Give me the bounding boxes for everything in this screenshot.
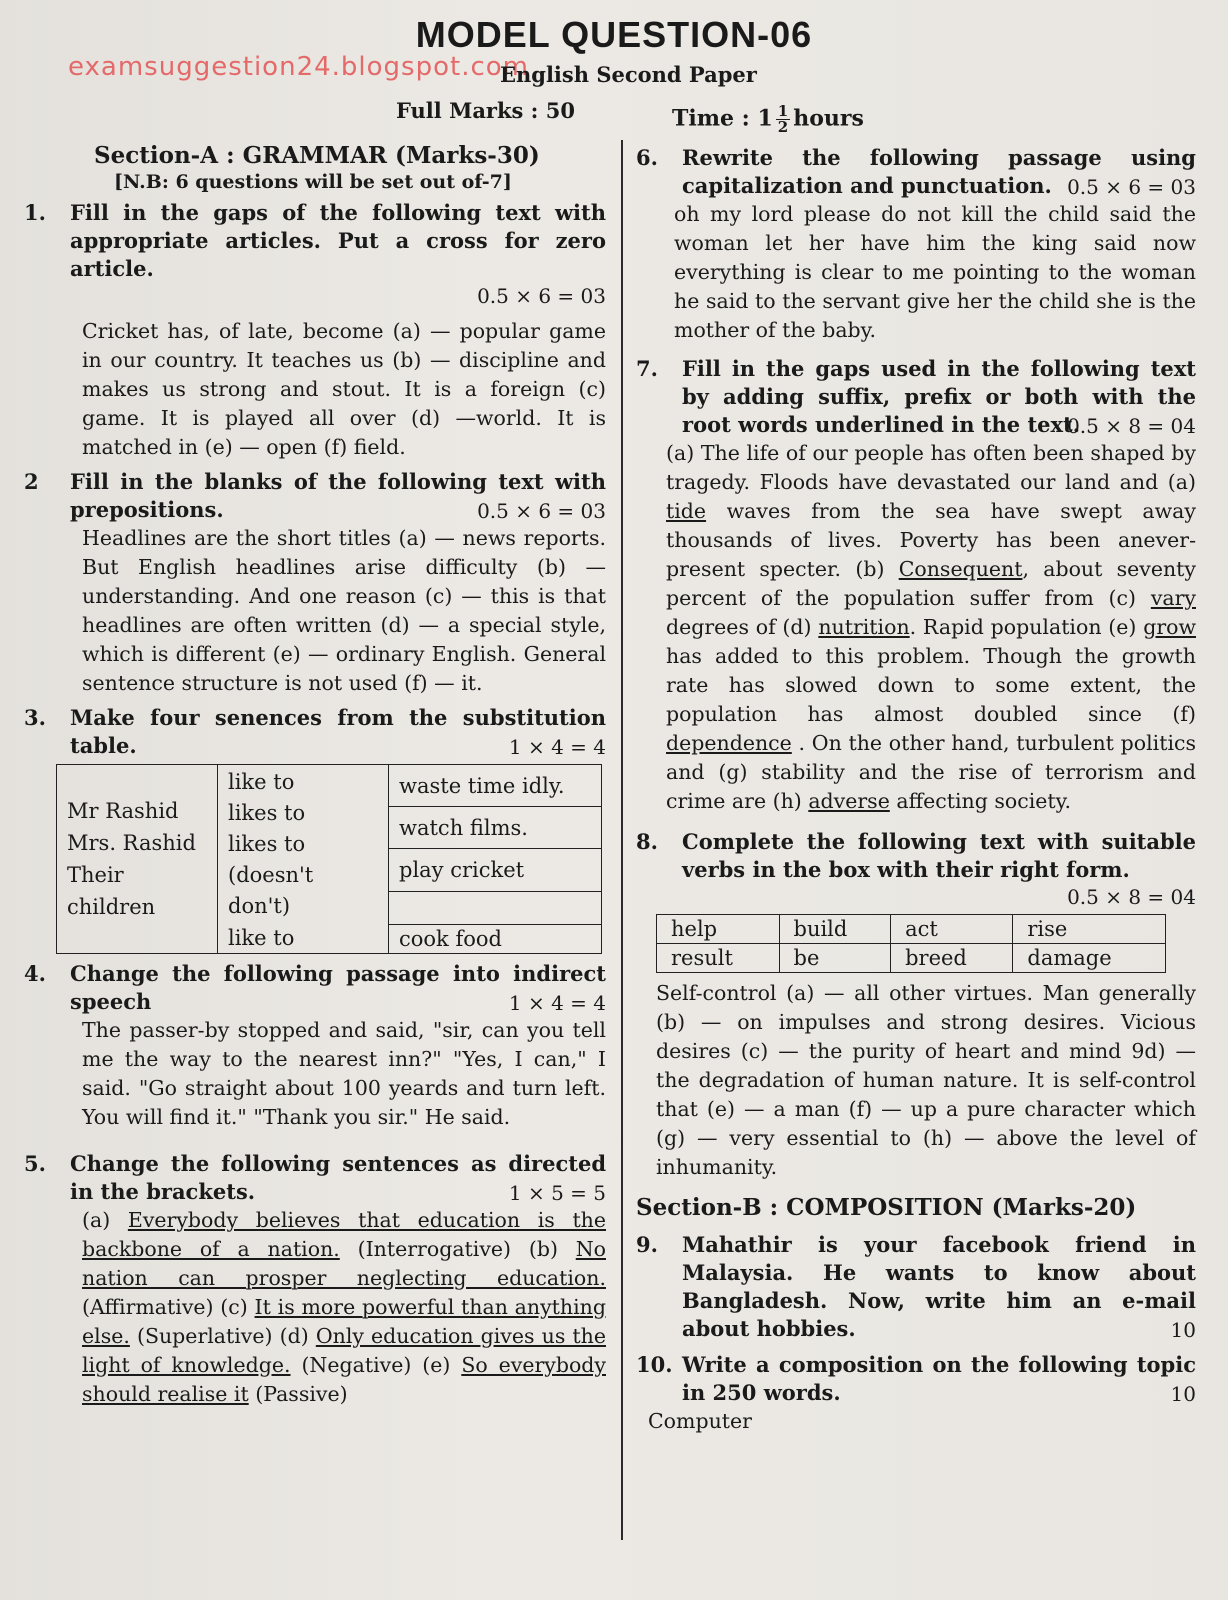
time-fraction [776,104,790,135]
watermark-url: examsuggestion24.blogspot.com [68,52,529,82]
direction-e: (Passive) [248,1381,348,1406]
verb-item: likes to [228,832,306,856]
question-marks: 1 × 5 = 5 [508,1180,606,1205]
question-marks: 0.5 × 8 = 04 [1067,885,1196,909]
question-number: 9. [636,1232,658,1257]
sentence-b: No nation can prosper neglecting education. [82,1236,607,1290]
question-6 [636,144,1196,345]
root-word: grow [1143,615,1197,639]
question-10 [636,1351,1196,1436]
verb-box-cell: be [779,944,891,973]
sentence-c: It is more powerful than anything else. [82,1294,606,1348]
question-prompt: Complete the following text with suitable verbs in the box with their right form. [682,829,1196,882]
root-word: dependence [666,731,792,755]
time-fraction-denominator: 2 [777,118,789,136]
question-marks: 0.5 × 6 = 03 [1067,175,1196,199]
question-prompt: Rewrite the following passage using capitalization and punctuation. [682,145,1196,198]
section-a-note: [N.B: 6 questions will be set out of-7] [114,171,512,193]
verb-cell [218,765,389,925]
subject-item: Mr Rashid [67,798,179,823]
verb-box-cell: breed [891,944,1013,973]
left-column [24,138,606,1415]
object-cell: watch films. [389,807,602,849]
object-cell: waste time idly. [389,765,602,807]
question-2 [24,468,606,698]
question-prompt: Make four senences from the substitution table. [70,705,606,758]
item-label: (a) [82,1207,128,1232]
question-number: 7. [636,356,658,381]
question-4 [24,960,606,1132]
root-word: Consequent [898,557,1023,581]
subject-cell [57,765,218,954]
verb-box-cell: act [891,915,1013,944]
paper-subtitle: English Second Paper [500,62,757,87]
root-word: adverse [808,789,890,813]
page-title: MODEL QUESTION-06 [415,14,813,55]
object-cell: cook food [389,924,602,953]
sentence-a: Everybody believes that education is the backbone of a nation. [82,1207,607,1261]
question-prompt: Fill in the gaps of the following text with appropriate articles. Put a cross for zero article. [70,200,606,281]
question-3 [24,704,606,954]
verb-box-cell: build [779,915,891,944]
time-label: Time : 1 [672,105,773,132]
sentence-d: Only education gives us the light of knowledge. [82,1323,606,1377]
root-word: tide [666,499,707,523]
composition-topic: Computer [648,1409,752,1433]
object-cell [389,891,602,924]
question-body: (a) The life of our people has often been shaped by tragedy. Floods have devastated our land and (a) tide waves from the sea have swept away thousands of lives. Poverty has been anever-present specter. (b) Consequent, about seventy percent of the population suffer from (c) vary degrees of (d) nutrition. Rapid population (e) grow has added to this problem. Though the growth rate has slowed down to some extent, the population has almost doubled since (f) dependence . On the other hand, turbulent politics and (g) stability and the rise of terrorism and crime are (h) adverse affecting society. [666,441,1197,813]
verb-box-cell: damage [1013,944,1166,973]
question-number: 5. [24,1150,46,1176]
question-prompt: Change the following sentences as directed in the brackets. [70,1150,606,1204]
item-label: (d) [279,1323,316,1348]
verb-item: (doesn't don't) [228,863,314,918]
question-prompt: Fill in the gaps used in the following text by adding suffix, prefix or both with the root words underlined in the text. [682,356,1196,437]
question-number: 3. [24,705,46,730]
root-word: vary [1150,586,1196,610]
object-cell: play cricket [389,849,602,891]
question-8 [636,828,1196,1182]
question-marks: 0.5 × 6 = 03 [477,284,606,308]
item-label: (c) [220,1294,255,1319]
question-number: 2 [24,469,39,494]
question-marks: 0.5 × 6 = 03 [477,499,606,523]
subject-item: Their [67,862,124,887]
direction-b: (Affirmative) [82,1294,221,1319]
question-body: Cricket has, of late, become (a) — popular game in our country. It teaches us (b) — discipline and makes us strong and stout. It is a foreign (c) game. It is played all over (d) —world. It is matched in (e) — open (f) field. [82,319,606,459]
section-a-heading: Section-A : GRAMMAR (Marks-30) [94,142,540,169]
exam-time [672,104,864,135]
column-divider [621,140,623,1540]
verb-item: like to [228,770,295,794]
question-number: 1. [24,200,46,225]
verb-box-cell: result [657,944,780,973]
direction-c: (Superlative) [129,1323,280,1348]
sentence-e: So everybody should realise it [82,1352,606,1406]
subject-item: children [67,894,156,919]
direction-a: (Interrogative) [339,1236,529,1261]
question-number: 6. [636,145,658,170]
right-column [636,138,1196,1442]
question-body: Self-control (a) — all other virtues. Man generally (b) — on impulses and strong desires. Vicious desires (c) — the purity of heart and mind 9d) — the degradation of human nature. It is self-control that (e) — a man (f) — up a pure character which (g) — very essential to (h) — above the level of inhumanity. [656,981,1196,1179]
question-body: The passer-by stopped and said, "sir, can you tell me the way to the nearest inn?" "Yes, I can," I said. "Go straight about 100 yeards and turn left. You will find it." "Thank you sir." He said. [82,1017,606,1129]
question-marks: 1 × 4 = 4 [508,990,606,1015]
item-label: (b) [528,1236,576,1261]
question-number: 4. [24,960,46,986]
question-body [82,1206,606,1409]
question-prompt: Change the following passage into indirect speech [70,960,606,1014]
item-label: (e) [422,1352,462,1377]
question-marks: 10 [1170,1382,1196,1406]
subject-item: Mrs. Rashid [67,830,196,855]
verb-box-table [656,914,1166,973]
verb-cell: like to [218,924,389,953]
question-marks: 1 × 4 = 4 [508,735,606,759]
verb-box-cell: help [657,915,780,944]
section-b-heading: Section-B : COMPOSITION (Marks-20) [636,1194,1137,1221]
verb-box-cell: rise [1013,915,1166,944]
question-7 [636,355,1196,816]
substitution-table [56,764,602,954]
question-number: 10. [636,1352,673,1377]
question-body: Headlines are the short titles (a) — news reports. But English headlines arise difficulty (b) — understanding. And one reason (c) — this is that headlines are often written (d) — a special style, which is different (e) — ordinary English. General sentence structure is not used (f) — it. [82,526,606,695]
question-5 [24,1150,606,1409]
question-prompt: Fill in the blanks of the following text with prepositions. [70,469,606,522]
verb-item: likes to [228,801,306,825]
time-unit: hours [793,105,864,132]
question-number: 8. [636,829,658,854]
root-word: nutrition [818,615,910,639]
question-prompt: Mahathir is your facebook friend in Malaysia. He wants to know about Bangladesh. Now, write him an e-mail about hobbies. [682,1232,1196,1341]
question-1 [24,199,606,462]
question-marks: 10 [1170,1318,1196,1342]
question-prompt: Write a composition on the following topic in 250 words. [682,1352,1196,1405]
question-9 [636,1231,1196,1343]
question-body: oh my lord please do not kill the child said the woman let her have him the king said now everything is clear to me pointing to the woman he said to the servant give her the child she is the mother of the baby. [674,202,1196,342]
time-fraction-numerator: 1 [777,102,789,120]
direction-d: (Negative) [290,1352,423,1377]
full-marks: Full Marks : 50 [396,98,575,123]
question-marks: 0.5 × 8 = 04 [1067,414,1196,438]
